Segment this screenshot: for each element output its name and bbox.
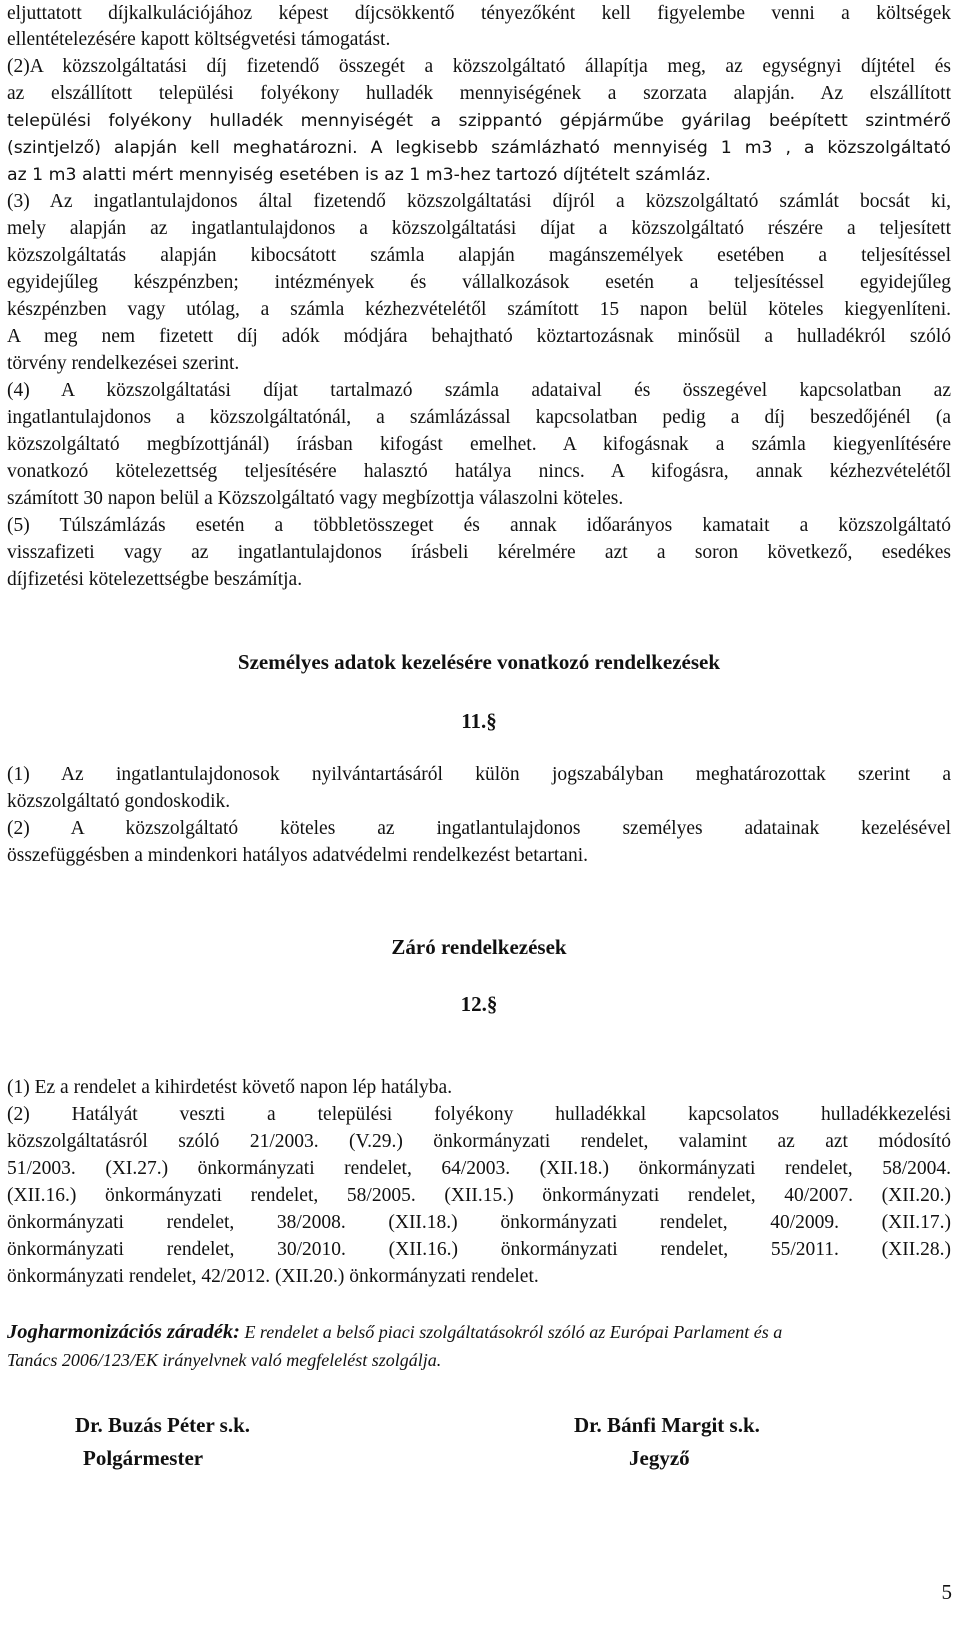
section-heading: Záró rendelkezések	[391, 935, 567, 959]
paragraph-line: (3) Az ingatlantulajdonos által fizetendő közszolgáltatási díjról a közszolgáltató számlát bocsát ki,	[7, 191, 951, 212]
paragraph-line: az elszállított települési folyékony hulladék mennyiségének a szorzata alapján. Az elszállított	[7, 83, 951, 104]
paragraph-line: közszolgáltatásról szóló 21/2003. (V.29.) önkormányzati rendelet, valamint az azt módosító	[7, 1131, 951, 1152]
paragraph-line: 51/2003. (XI.27.) önkormányzati rendelet, 64/2003. (XII.18.) önkormányzati rendelet, 58/2004.	[7, 1158, 951, 1179]
paragraph-line: összefüggésben a mindenkori hatályos adatvédelmi rendelkezést betartani.	[7, 845, 588, 866]
paragraph-line: (5) Túlszámlázás esetén a többletösszeget és annak időarányos kamatait a közszolgáltató	[7, 515, 951, 536]
paragraph-line: közszolgáltató megbízottjánál) írásban kifogást emelhet. A kifogásnak a számla kiegyenlítésére	[7, 434, 951, 455]
paragraph-line: önkormányzati rendelet, 38/2008. (XII.18.) önkormányzati rendelet, 40/2009. (XII.17.)	[7, 1212, 951, 1233]
paragraph-line: A meg nem fizetett díj adók módjára behajtható köztartozásnak minősül a hulladékról szóló	[7, 326, 951, 347]
paragraph-line: (szintjelző) alapján kell meghatározni. A legkisebb számlázható mennyiség 1 m3 , a közszolgáltató	[7, 138, 951, 158]
paragraph-line: eljuttatott díjkalkulációjához képest díjcsökkentő tényezőként kell figyelembe venni a költségek	[7, 3, 951, 24]
paragraph-line: közszolgáltató gondoskodik.	[7, 791, 231, 812]
paragraph-line: ingatlantulajdonos a közszolgáltatónál, a számlázással kapcsolatban pedig a díj beszedőjénél (a	[7, 407, 951, 428]
paragraph-line: (2) A közszolgáltató köteles az ingatlantulajdonos személyes adatainak kezelésével	[7, 818, 951, 839]
clause-line	[7, 1318, 951, 1346]
clause-label: Jogharmonizációs záradék:	[7, 1321, 240, 1343]
paragraph-line: önkormányzati rendelet, 30/2010. (XII.16.) önkormányzati rendelet, 55/2011. (XII.28.)	[7, 1239, 951, 1260]
paragraph-line: számított 30 napon belül a Közszolgáltató vagy megbízottja válaszolni köteles.	[7, 488, 624, 509]
paragraph-line: vonatkozó kötelezettség teljesítésére halasztó hatálya nincs. A kifogásra, annak kézhezvételétől	[7, 461, 951, 482]
paragraph-line: önkormányzati rendelet, 42/2012. (XII.20.) önkormányzati rendelet.	[7, 1266, 539, 1287]
paragraph-line: települési folyékony hulladék mennyiségét a szippantó gépjárműbe gyárilag beépített szintmérő	[7, 111, 951, 131]
signature-right-name: Dr. Bánfi Margit s.k.	[574, 1413, 760, 1437]
paragraph-line: ellentételezésére kapott költségvetési támogatást.	[7, 29, 391, 50]
page-number: 5	[941, 1580, 952, 1604]
section-number: 12.§	[460, 992, 498, 1016]
signature-left-name: Dr. Buzás Péter s.k.	[75, 1413, 250, 1437]
paragraph-line: (1) Az ingatlantulajdonosok nyilvántartásáról külön jogszabályban meghatározottak szerint a	[7, 764, 951, 785]
paragraph-line: (2)A közszolgáltatási díj fizetendő összegét a közszolgáltató állapítja meg, az egységnyi díjtétel és	[7, 56, 951, 77]
signature-left-title: Polgármester	[83, 1446, 204, 1470]
paragraph-line: készpénzben vagy utólag, a számla kézhezvételétől számított 15 napon belül köteles kiegyenlíteni.	[7, 299, 951, 320]
paragraph-line: díjfizetési kötelezettségbe beszámítja.	[7, 569, 303, 590]
section-heading: Személyes adatok kezelésére vonatkozó rendelkezések	[237, 650, 721, 674]
paragraph-line: visszafizeti vagy az ingatlantulajdonos írásbeli kérelmére azt a soron következő, esedékes	[7, 542, 951, 563]
signature-right-title: Jegyző	[629, 1446, 690, 1470]
paragraph-line: egyidejűleg készpénzben; intézmények és vállalkozások esetén a teljesítéssel egyidejűleg	[7, 272, 951, 293]
paragraph-line: (4) A közszolgáltatási díjat tartalmazó számla adataival és összegével kapcsolatban az	[7, 380, 951, 401]
clause-text: E rendelet a belső piaci szolgáltatásokról szóló az Európai Parlament és a	[239, 1322, 783, 1342]
paragraph-line: közszolgáltatás alapján kibocsátott számla alapján magánszemélyek esetében a teljesítéssel	[7, 245, 951, 266]
section-number: 11.§	[461, 709, 497, 733]
paragraph-line: (1) Ez a rendelet a kihirdetést követő napon lép hatályba.	[7, 1077, 453, 1098]
paragraph-line: az 1 m3 alatti mért mennyiség esetében is az 1 m3-hez tartozó díjtételt számláz.	[7, 165, 711, 185]
paragraph-line: mely alapján az ingatlantulajdonos a közszolgáltatási díjat a közszolgáltató részére a teljesített	[7, 218, 951, 239]
clause-line: Tanács 2006/123/EK irányelvnek való megfelelést szolgálja.	[7, 1350, 442, 1370]
paragraph-line: törvény rendelkezései szerint.	[7, 353, 240, 374]
paragraph-line: (XII.16.) önkormányzati rendelet, 58/2005. (XII.15.) önkormányzati rendelet, 40/2007. (XII.20.)	[7, 1185, 951, 1206]
paragraph-line: (2) Hatályát veszti a települési folyékony hulladékkal kapcsolatos hulladékkezelési	[7, 1104, 951, 1125]
